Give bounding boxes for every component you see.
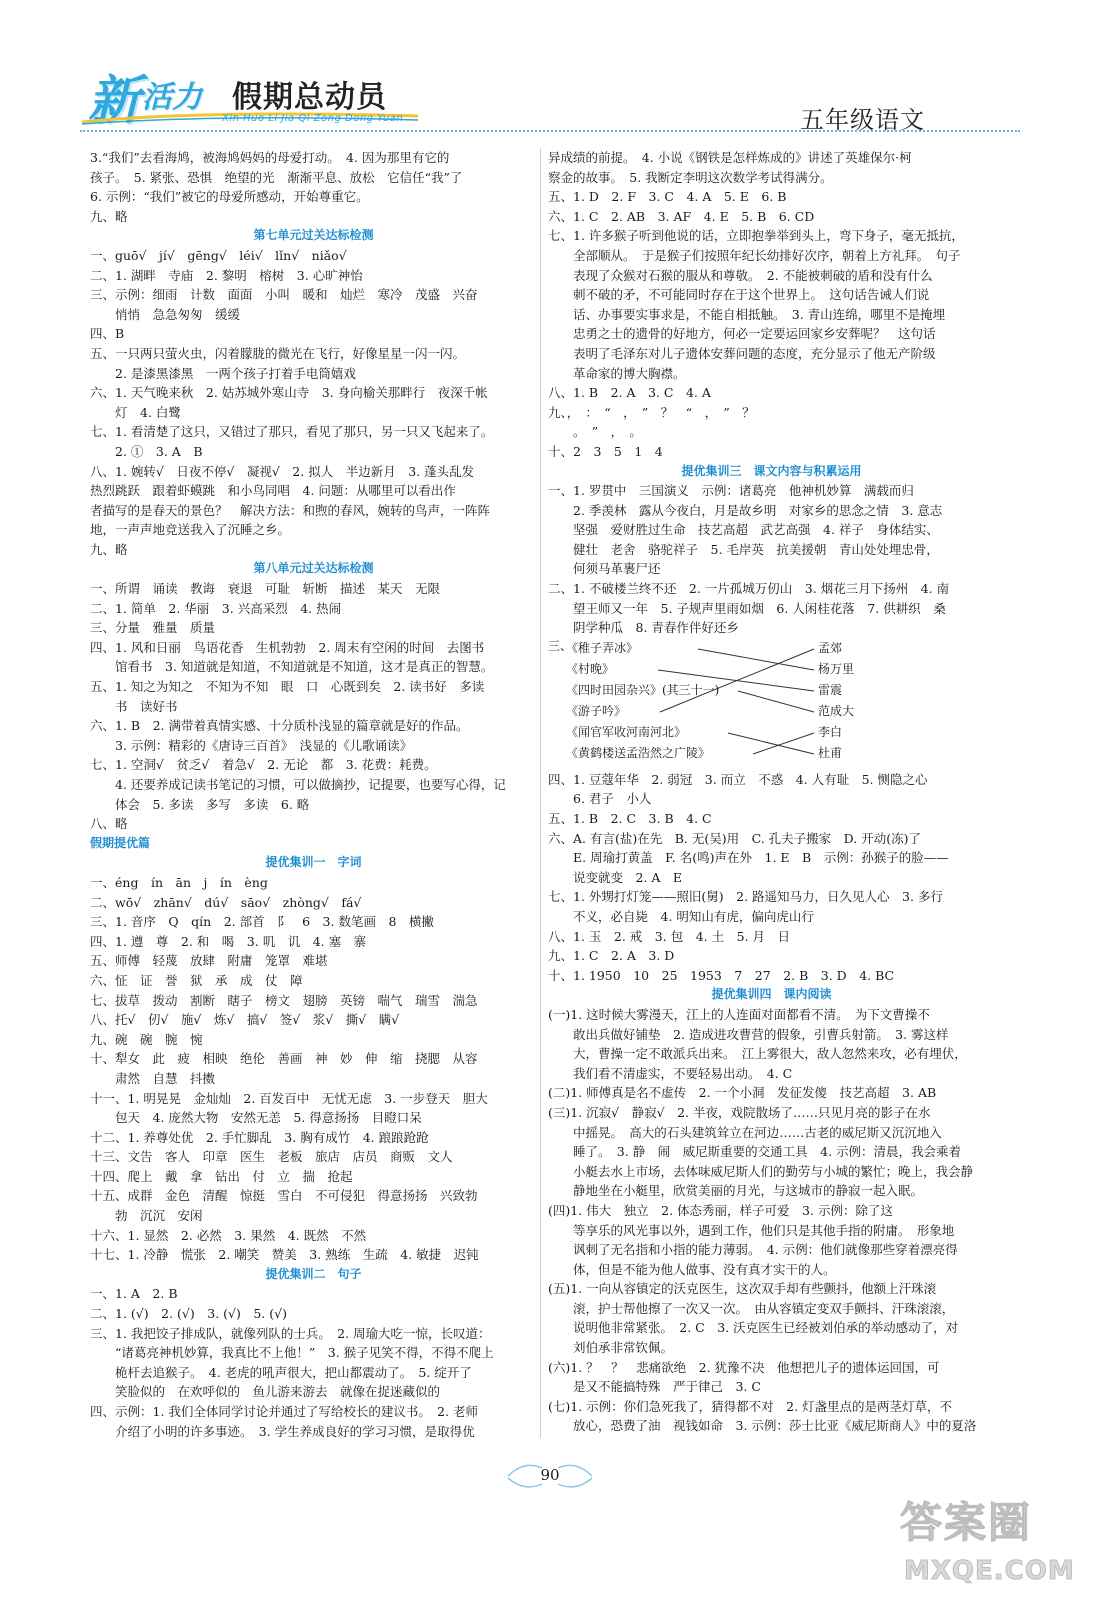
answer-line: 小艇去水上市场，去体味威尼斯人们的勤劳与小城的繁忙；晚上，我会静 bbox=[548, 1163, 974, 1179]
answer-line: 表现了众猴对石猴的服从和尊敬。 2. 不能被刺破的盾和没有什么 bbox=[548, 267, 933, 283]
answer-line: 3.“我们”去看海鸠，被海鸠妈妈的母爱打动。 4. 因为那里有它的 bbox=[90, 150, 450, 165]
poem-title-item: 《村晚》 bbox=[566, 661, 615, 676]
matching-connector-line bbox=[660, 649, 814, 712]
answer-line: (三)1. 沉寂√ 静寂√ 2. 半夜，戏院散场了……只见月亮的影子在水 bbox=[548, 1104, 931, 1120]
poet-name-item: 范成大 bbox=[818, 703, 855, 718]
answer-line: 敢出兵做好铺垫 2. 造成进攻曹营的假象，引曹兵射箭。 3. 雾这样 bbox=[548, 1026, 949, 1042]
answer-content bbox=[90, 148, 1020, 1438]
poet-name-item: 孟郊 bbox=[818, 640, 843, 655]
answer-line: 察金的故事。 5. 我断定李明这次数学考试得满分。 bbox=[548, 169, 833, 185]
answer-line: 七、拔草 拨动 割断 瞎子 榜文 翅膀 英镑 喘气 瑞雪 湍急 bbox=[90, 992, 478, 1008]
answer-line: 九、1. C 2. A 3. D bbox=[548, 948, 675, 964]
answer-line: (二)1. 师傅真是名不虚传 2. 一个小洞 发征发傻 技艺高超 3. AB bbox=[548, 1085, 937, 1101]
answer-line: 异成绩的前提。 4. 小说《钢铁是怎样炼成的》讲述了英雄保尔·柯 bbox=[548, 150, 912, 165]
answer-line: 中摇晃。 高大的石头建筑耸立在河边……古老的威尼斯又沉沉地入 bbox=[548, 1124, 942, 1140]
answer-line: 笑脸似的 在欢呼似的 鱼儿游来游去 就像在捉迷藏似的 bbox=[90, 1384, 441, 1400]
answer-line: 地，一声声地竞送我入了沉睡之乡。 bbox=[90, 522, 291, 538]
answer-line: 6. 示例：“我们”被它的母爱所感动，开始尊重它。 bbox=[90, 189, 369, 205]
answer-line: 十、1. 1950 10 25 1953 7 27 2. B 3. D 4. BC bbox=[548, 967, 895, 983]
answer-line: 六、1. B 2. 满带着真情实感、十分质朴浅显的篇章就是好的作品。 bbox=[90, 718, 469, 734]
answer-line: 说变就变 2. A E bbox=[548, 869, 683, 885]
right-column bbox=[548, 148, 995, 1436]
answer-line: 六、怔 证 誉 狱 承 成 仗 障 bbox=[90, 972, 303, 988]
answer-line: 大，曹操一定不敢派兵出来。 江上雾很大，敌人忽然来攻，必有埋伏， bbox=[548, 1046, 967, 1062]
answer-line: 八、托√ 仞√ 施√ 炼√ 搞√ 签√ 浆√ 撕√ 瞒√ bbox=[90, 1012, 400, 1028]
answer-line: 十一、1. 明晃晃 金灿灿 2. 百发百中 无忧无虑 3. 一步登天 胆大 bbox=[90, 1090, 488, 1106]
answer-line: 4. 还要养成记读书笔记的习惯，可以做摘抄，记提要，也要写心得，记 bbox=[90, 777, 506, 792]
answer-line: 馆看书 3. 知道就是知道，不知道就是不知道，这才是真正的智慧。 bbox=[90, 659, 494, 675]
answer-line: 九、， ： “ ， ” ？ “ ， ” ？ bbox=[548, 404, 755, 420]
column-divider bbox=[540, 148, 541, 1438]
answer-line: 三、示例：细雨 计数 面面 小叫 暖和 灿烂 寒冷 茂盛 兴奋 bbox=[90, 287, 478, 303]
answer-line: 刺不破的矛，不可能同时存在于这个世界上。 这句话告诫人们说 bbox=[548, 287, 930, 303]
answer-line: 勃 沉沉 安闲 bbox=[90, 1208, 203, 1224]
logo-huoli: 活力 bbox=[142, 80, 202, 115]
answer-line: 七、1. 空洞√ 贫乏√ 着急√ 2. 无论 都 3. 花费：耗费。 bbox=[90, 757, 437, 773]
answer-line: 五、1. B 2. C 3. B 4. C bbox=[548, 811, 712, 827]
answer-line: 二、1. 湖畔 寺庙 2. 黎明 榕树 3. 心旷神怡 bbox=[90, 267, 363, 283]
page-header bbox=[0, 0, 1100, 140]
answer-line: E. 周瑜打黄盖 F. 名(鸣)声在外 1. E B 示例：孙猴子的脸—— bbox=[548, 850, 949, 866]
answer-line: 我们看不清虚实，不要轻易出动。 4. C bbox=[548, 1065, 793, 1081]
answer-line: 忠勇之士的遗骨的好地方，何必一定要运回家乡安葬呢？ 这句话 bbox=[548, 326, 936, 342]
answer-line: 阴学种瓜 8. 青春作伴好还乡 bbox=[548, 620, 739, 636]
section-heading: 提优集训四 课内阅读 bbox=[711, 987, 832, 1002]
answer-line: 四、1. 遵 尊 2. 和 喝 3. 叽 讥 4. 塞 寨 bbox=[90, 933, 367, 949]
answer-line: 十七、1. 冷静 慌张 2. 嘲笑 赞美 3. 熟练 生疏 4. 敏捷 迟钝 bbox=[90, 1247, 479, 1263]
answer-line: 二、wō√ zhān√ dú√ sāo√ zhòng√ fá√ bbox=[90, 894, 362, 910]
answer-line: (六)1. ？ ？ 悲痛欲绝 2. 犹豫不决 他想把儿子的遗体运回国，可 bbox=[548, 1359, 940, 1375]
answer-line: 全部顺从。 于是猴子们按照年纪长幼排好次序，朝着上方礼拜。 句子 bbox=[548, 247, 961, 263]
answer-line: 者描写的是春天的景色？ 解决方法：和煦的春风，婉转的鸟声，一阵阵 bbox=[90, 502, 491, 518]
section-heading: 提优集训三 课文内容与积累运用 bbox=[681, 463, 862, 478]
answer-line: 望王师又一年 5. 子规声里雨如烟 6. 人闲桂花落 7. 供耕织 桑 bbox=[548, 600, 946, 616]
matching-connector-line bbox=[698, 649, 814, 670]
header-divider bbox=[80, 130, 1020, 132]
poet-name-item: 杨万里 bbox=[818, 661, 855, 676]
grade-subject: 五年级语文 bbox=[800, 106, 925, 134]
answer-line: 静地坐在小艇里，欣赏美丽的月光，与这城市的静寂一起入眠。 bbox=[548, 1183, 924, 1199]
answer-line: 体，但是不能为他人做事、没有真才实干的人。 bbox=[548, 1261, 836, 1277]
poem-title-item: 《黄鹤楼送孟浩然之广陵》 bbox=[566, 745, 711, 760]
matching-label: 三、 bbox=[548, 638, 573, 653]
answer-line: 七、1. 许多猴子听到他说的话，立即抱拳举到头上，弯下身子，毫无抵抗， bbox=[548, 228, 964, 244]
answer-line: 孩子。 5. 紧张、恐惧 绝望的光 渐渐平息、放松 它信任“我”了 bbox=[90, 169, 463, 185]
answer-line: 一、1. A 2. B bbox=[90, 1286, 178, 1302]
answer-line: 表明了毛泽东对儿子遗体安葬问题的态度，充分显示了他无产阶级 bbox=[548, 345, 936, 361]
answer-line: 一、1. 罗贯中 三国演义 示例：诸葛亮 他神机妙算 满载而归 bbox=[548, 483, 914, 499]
answer-line: 一、所谓 诵读 教诲 衰退 可耻 斩断 描述 某天 无限 bbox=[90, 581, 441, 597]
poet-name-item: 杜甫 bbox=[818, 745, 843, 760]
answer-line: 二、1. 简单 2. 华丽 3. 兴高采烈 4. 热闹 bbox=[90, 600, 342, 616]
answer-line: 五、1. 知之为知之 不知为不知 眼 口 心既到矣 2. 读书好 多读 bbox=[90, 679, 485, 695]
answer-line: 2. 季羡林 露从今夜白，月是故乡明 对家乡的思念之情 3. 意志 bbox=[548, 502, 943, 518]
answer-line: 八、1. B 2. A 3. C 4. A bbox=[548, 385, 711, 401]
answer-line: 三、1. 音序 Q qín 2. 部首 阝 6 3. 数笔画 8 横撇 bbox=[90, 914, 434, 930]
answer-line: 十四、爬上 戴 拿 钻出 付 立 揣 抢起 bbox=[90, 1168, 353, 1184]
answer-line: 八、略 bbox=[90, 816, 128, 832]
poet-name-item: 李白 bbox=[818, 724, 843, 739]
answer-line: 九、略 bbox=[90, 208, 128, 224]
series-title: 假期总动员 bbox=[232, 80, 387, 115]
answer-line: 十三、文告 客人 印章 医生 老板 旅店 店员 商贩 文人 bbox=[90, 1149, 453, 1165]
answer-line: 十、犁女 此 疲 相映 绝伦 善画 神 妙 伸 缩 挠腮 从容 bbox=[90, 1051, 478, 1067]
right-column-bottom bbox=[548, 770, 995, 1436]
answer-line: 五、1. D 2. F 3. C 4. A 5. E 6. B bbox=[548, 189, 787, 205]
answer-line: 三、分量 雅量 质量 bbox=[90, 620, 216, 636]
answer-line: 说明他非常紧张。 2. C 3. 沃克医生已经被刘伯承的举动感动了，对 bbox=[548, 1320, 959, 1336]
answer-line: 体会 5. 多读 多写 多读 6. 略 bbox=[90, 796, 310, 812]
answer-line: 八、1. 玉 2. 戒 3. 包 4. 土 5. 月 日 bbox=[548, 928, 790, 944]
answer-line: 二、1. (√) 2. (√) 3. (√) 5. (√) bbox=[90, 1306, 287, 1322]
answer-line: (四)1. 伟大 独立 2. 体态秀丽，样子可爱 3. 示例：除了这 bbox=[548, 1202, 893, 1218]
answer-line: 悄悄 急急匆匆 缓缓 bbox=[90, 306, 241, 322]
section-heading: 第八单元过关达标检测 bbox=[253, 561, 374, 576]
poem-title-item: 《闻官军收河南河北》 bbox=[566, 724, 687, 739]
answer-line: 2. ① 3. A B bbox=[90, 443, 203, 459]
answer-line: 是又不能搞特殊 严于律己 3. C bbox=[548, 1379, 761, 1395]
answer-line: 话、办事要实事求是，不能自相抵触。 3. 青山连绵，哪里不是掩埋 bbox=[548, 306, 946, 322]
matching-connector-line bbox=[753, 733, 814, 754]
answer-line: 书 读好书 bbox=[90, 698, 178, 714]
section-heading: 提优集训一 字词 bbox=[265, 855, 362, 870]
page-number: 90 bbox=[540, 1466, 560, 1484]
answer-line: (七)1. 示例：你们急死我了，猜得都不对 2. 灯盏里点的是两茎灯草，不 bbox=[548, 1398, 953, 1414]
logo-xin: 新 bbox=[88, 71, 141, 131]
answer-line: 四、1. 豆蔻年华 2. 弱冠 3. 而立 不惑 4. 人有耻 5. 恻隐之心 bbox=[548, 771, 928, 787]
answer-line: 六、1. C 2. AB 3. AF 4. E 5. B 6. CD bbox=[548, 208, 815, 224]
answer-line: 十六、1. 显然 2. 必然 3. 果然 4. 既然 不然 bbox=[90, 1227, 367, 1243]
answer-line: 三、1. 我把饺子排成队，就像列队的士兵。 2. 周瑜大吃一惊，长叹道： bbox=[90, 1325, 491, 1341]
answer-line: 桅杆去追猴子。 4. 老虎的吼声很大，把山都震动了。 5. 绽开了 bbox=[90, 1364, 472, 1380]
answer-line: 二、1. 不破楼兰终不还 2. 一片孤城万仞山 3. 烟花三月下扬州 4. 南 bbox=[548, 581, 950, 597]
answer-line: 不义，必自毙 4. 明知山有虎，偏向虎山行 bbox=[548, 909, 814, 924]
answer-line: 八、1. 婉转√ 日夜不停√ 凝视√ 2. 拟人 半边新月 3. 蓬头乱发 bbox=[90, 463, 475, 479]
answer-line: 六、A. 有言(盐)在先 B. 无(吴)用 C. 孔夫子搬家 D. 开动(冻)了 bbox=[548, 830, 921, 846]
answer-line: 六、1. 天气晚来秋 2. 姑苏城外寒山寺 3. 身向榆关那畔行 夜深千帐 bbox=[90, 385, 488, 401]
answer-line: “诸葛亮神机妙算，我真比不上他！” 3. 猴子见笑不得，不得不爬上 bbox=[90, 1345, 494, 1361]
answer-line: 热烈跳跃 跟着虾蟆跳 和小鸟同唱 4. 问题：从哪里可以看出作 bbox=[90, 483, 456, 499]
answer-line: 七、1. 看清楚了这只，又错过了那只，看见了那只，另一只又飞起来了。 bbox=[90, 424, 494, 440]
answer-line: 健壮 老舍 骆驼祥子 5. 毛岸英 抗美援朝 青山处处埋忠骨， bbox=[548, 541, 939, 557]
answer-line: 讽刺了无名指和小指的能力薄弱。 4. 示例：他们就像那些穿着漂亮得 bbox=[548, 1242, 958, 1258]
answer-line: 一、éng ín ān j ín èng bbox=[90, 874, 268, 890]
watermark-url: MXQE.COM bbox=[904, 1556, 1075, 1586]
answer-line: 刘伯承非常钦佩。 bbox=[548, 1340, 674, 1356]
watermark-logo bbox=[900, 1488, 1090, 1598]
answer-line: 五、一只两只萤火虫，闪着朦胧的微光在飞行，好像星星一闪一闪。 bbox=[90, 345, 466, 361]
answer-line: 6. 君子 小人 bbox=[548, 791, 652, 807]
answer-line: 四、B bbox=[90, 326, 125, 342]
answer-line: 放心，恐费了油 视钱如命 3. 示例：莎士比亚《威尼斯商人》中的夏洛 bbox=[548, 1418, 977, 1434]
answer-line: 九、略 bbox=[90, 541, 128, 557]
poet-matching-exercise bbox=[548, 638, 995, 770]
answer-line: 十二、1. 养尊处优 2. 手忙脚乱 3. 胸有成竹 4. 踉踉跄跄 bbox=[90, 1129, 429, 1145]
answer-line: 等享乐的风光事以外，遇到工作，他们只是其他手指的附庸。 形象地 bbox=[548, 1222, 955, 1238]
answer-line: 一、guō√ jí√ gēng√ léi√ lǐn√ niǎo√ bbox=[90, 247, 347, 263]
series-pinyin: Xin Huo Li Jia Qi Zong Dong Yuan bbox=[222, 113, 404, 124]
answer-line: 坚强 爱财胜过生命 技艺高超 武艺高强 4. 祥子 身体结实、 bbox=[548, 522, 939, 538]
section-heading: 提优集训二 句子 bbox=[265, 1266, 362, 1281]
answer-line: (五)1. 一向从容镇定的沃克医生，这次双手却有些颤抖，他额上汗珠滚 bbox=[548, 1281, 937, 1297]
poem-title-item: 《游子吟》 bbox=[566, 703, 627, 718]
answer-line: 七、1. 外甥打灯笼——照旧(舅) 2. 路遥知马力，日久见人心 3. 多行 bbox=[548, 889, 943, 905]
answer-line: 。 ” ， 。 bbox=[548, 424, 642, 440]
answer-line: 灯 4. 白鹭 bbox=[90, 404, 181, 420]
answer-line: 滚，护士帮他擦了一次又一次。 由从容镇定变双手颤抖、汗珠滚滚， bbox=[548, 1300, 955, 1316]
section-heading: 第七单元过关达标检测 bbox=[253, 228, 374, 243]
answer-line: 睡了。 3. 静 闹 威尼斯重要的交通工具 4. 示例：清晨，我会乘着 bbox=[548, 1144, 962, 1160]
answer-line: (一)1. 这时候大雾漫天，江上的人连面对面都看不清。 为下文曹操不 bbox=[548, 1006, 930, 1022]
poem-title-item: 《四时田园杂兴》(其三十一) bbox=[566, 682, 720, 697]
answer-line: 3. 示例：精彩的《唐诗三百首》 浅显的《儿歌诵读》 bbox=[90, 737, 413, 753]
left-column bbox=[90, 148, 537, 1441]
answer-line: 十五、成群 金色 清醒 惊挺 雪白 不可侵犯 得意扬扬 兴致勃 bbox=[90, 1188, 478, 1204]
answer-line: 四、示例：1. 我们全体同学讨论并通过了写给校长的建议书。 2. 老师 bbox=[90, 1404, 479, 1419]
right-column-top bbox=[548, 148, 995, 638]
watermark-text: 答案圈 bbox=[900, 1498, 1033, 1547]
answer-line: 十、2 3 5 1 4 bbox=[548, 443, 663, 459]
answer-line: 包天 4. 庞然大物 安然无恙 5. 得意扬扬 目瞪口呆 bbox=[90, 1110, 422, 1126]
answer-line: 革命家的博大胸襟。 bbox=[548, 365, 686, 381]
answer-line: 肃然 自慧 抖擞 bbox=[90, 1070, 216, 1086]
section-heading: 假期提优篇 bbox=[90, 835, 151, 850]
answer-line: 五、师傅 轻蔑 放肆 附庸 笼罩 难堪 bbox=[90, 953, 328, 969]
answer-line: 2. 是漆黑漆黑 一两个孩子打着手电筒嬉戏 bbox=[90, 365, 356, 381]
matching-connector-line bbox=[738, 691, 814, 712]
answer-line: 四、1. 风和日丽 鸟语花香 生机勃勃 2. 周末有空闲的时间 去图书 bbox=[90, 639, 485, 655]
poet-name-item: 雷震 bbox=[818, 682, 843, 697]
matching-connector-line bbox=[728, 733, 814, 754]
answer-line: 何须马革裹尸还 bbox=[548, 561, 661, 577]
answer-line: 九、碗 碗 腕 惋 bbox=[90, 1031, 203, 1047]
answer-line: 介绍了小明的许多事迹。 3. 学生养成良好的学习习惯，是取得优 bbox=[90, 1423, 475, 1439]
poem-title-item: 《稚子弄冰》 bbox=[566, 640, 639, 655]
